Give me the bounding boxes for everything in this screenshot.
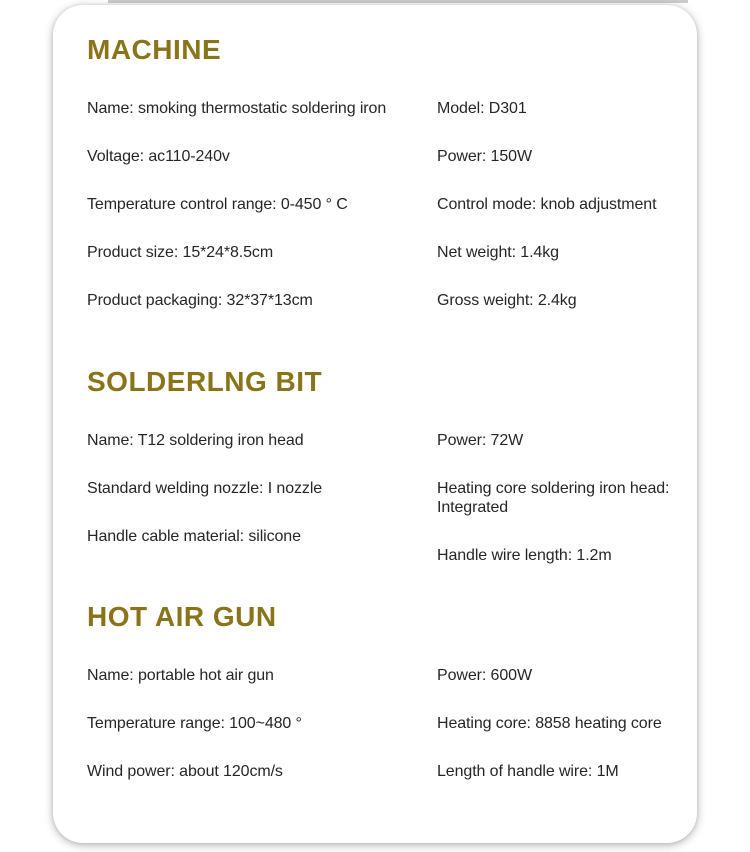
spec-item-power: Power: 600W bbox=[437, 667, 532, 684]
spec-item-voltage: Voltage: ac110-240v bbox=[87, 148, 230, 165]
spec-column-left bbox=[87, 666, 437, 810]
spec-item-heating-core: Heating core: 8858 heating core bbox=[437, 715, 662, 732]
section-title-machine: MACHINE bbox=[87, 34, 222, 65]
spec-item-power: Power: 150W bbox=[437, 148, 532, 165]
spec-item-gross-weight: Gross weight: 2.4kg bbox=[437, 292, 577, 309]
spec-item-name: Name: portable hot air gun bbox=[87, 667, 274, 684]
spec-item-wire-length: Handle wire length: 1.2m bbox=[437, 547, 612, 564]
spec-column-left bbox=[87, 431, 437, 575]
spec-column-right bbox=[437, 431, 687, 594]
spec-columns bbox=[87, 666, 687, 810]
spec-item-packaging: Product packaging: 32*37*13cm bbox=[87, 292, 313, 309]
spec-item-heating-core: Heating core soldering iron head: Integrated bbox=[437, 480, 670, 516]
section-hot-air-gun bbox=[87, 600, 687, 810]
section-title-soldering-bit: SOLDERLNG BIT bbox=[87, 366, 323, 397]
spec-column-left bbox=[87, 99, 437, 339]
section-machine bbox=[87, 33, 687, 339]
spec-item-temp-range: Temperature range: 100~480 ° bbox=[87, 715, 302, 732]
spec-item-wire-length: Length of handle wire: 1M bbox=[437, 763, 619, 780]
spec-card bbox=[53, 5, 697, 843]
spec-item-cable-material: Handle cable material: silicone bbox=[87, 528, 301, 545]
spec-columns bbox=[87, 431, 687, 594]
spec-item-name: Name: smoking thermostatic soldering iron bbox=[87, 100, 387, 117]
spec-item-name: Name: T12 soldering iron head bbox=[87, 432, 304, 449]
spec-item-welding-nozzle: Standard welding nozzle: I nozzle bbox=[87, 480, 323, 497]
section-title-hot-air-gun: HOT AIR GUN bbox=[87, 601, 277, 632]
spec-item-product-size: Product size: 15*24*8.5cm bbox=[87, 244, 274, 261]
spec-column-right bbox=[437, 99, 687, 339]
spec-item-net-weight: Net weight: 1.4kg bbox=[437, 244, 559, 261]
spec-column-right bbox=[437, 666, 687, 810]
top-edge-divider bbox=[108, 0, 688, 3]
spec-item-control-mode: Control mode: knob adjustment bbox=[437, 196, 657, 213]
spec-item-temp-range: Temperature control range: 0-450 ° C bbox=[87, 196, 348, 213]
spec-item-model: Model: D301 bbox=[437, 100, 527, 117]
spec-columns bbox=[87, 99, 687, 339]
spec-item-wind-power: Wind power: about 120cm/s bbox=[87, 763, 283, 780]
spec-item-power: Power: 72W bbox=[437, 432, 524, 449]
section-soldering-bit bbox=[87, 365, 687, 594]
